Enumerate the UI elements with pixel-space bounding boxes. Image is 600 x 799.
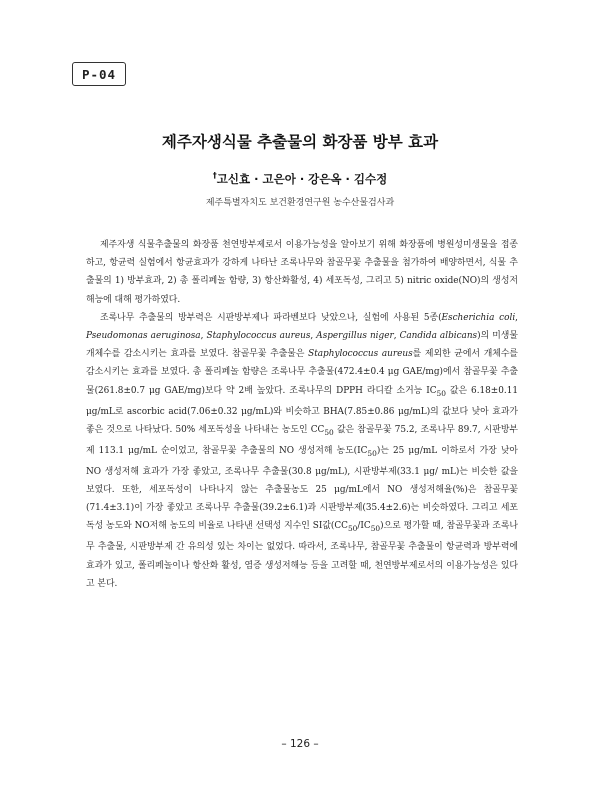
paper-title: 제주자생식물 추출물의 화장품 방부 효과	[161, 133, 439, 151]
poster-code: P-04	[81, 66, 117, 82]
author-line	[0, 171, 600, 187]
poster-code-box	[72, 62, 126, 86]
abstract-body	[86, 236, 518, 593]
corresponding-mark: †	[212, 171, 217, 180]
affiliation: 제주특별자치도 보건환경연구원 농수산물검사과	[205, 198, 395, 208]
abstract-paragraph-1: 제주자생 식물추출물의 화장품 천연방부제로서 이용가능성을 알아보기 위해 화장품에 병원성미생물을 접종하고, 항균력 실험에서 항균효과가 강하게 나타난 조록나무와 참골무꽃 추출물을 첨가하여 배양하면서, 식물 추출물의 1) 방부효과, 2) 총 폴리페놀 함량, 3) 항산화활성, 4) 세포독성, 그리고 5) nitric oxide(NO)의 생성저해능에 대해 평가하였다.	[86, 240, 518, 305]
abstract-paragraph-2: 조록나무 추출물의 방부력은 시판방부제나 파라벤보다 낮았으나, 실험에 사용된 5종(Escherichia coli, Pseudomonas aeruginosa, Staphylococcus aureus, Aspergillus niger, Candida albicans)의 미생물 개체수를 감소시키는 효과를 보였다. 참골무꽃 추출물은 Staphylococcus aureus를 제외한 균에서 개체수를 감소시키는 효과를 보였다. 총 폴리페놀 함량은 조록나무 추출물(472.4±0.4 μg GAE/mg)에서 참골무꽃 추출물(261.8±0.7 μg GAE/mg)보다 약 2배 높았다. 조록나무의 DPPH 라디칼 소거능 $IC_{50}$ 값은 6.18±0.11 μg/mL로 ascorbic acid(7.06±0.32 μg/mL)와 비슷하고 BHA(7.85±0.86 μg/mL)의 값보다 낮아 효과가 좋은 것으로 나타났다. 50% 세포독성을 나타내는 농도인 $CC_{50}$ 값은 참골무꽃 75.2, 조록나무 89.7, 시판방부제 113.1 μg/mL 순이었고, 참골무꽃 추출물의 NO 생성저해 농도$(IC_{50})$는 25 μg/mL 이하로서 가장 낮아 NO 생성저해 효과가 가장 좋았고, 조록나무 추출물(30.8 μg/mL), 시판방부제(33.1 μg/ mL)는 비슷한 값을 보였다. 또한, 세포독성이 나타나지 않는 추출물농도 25 μg/mL에서 NO 생성저해율(%)은 참골무꽃(71.4±3.1)이 가장 좋았고 조록나무 추출물(39.2±6.1)과 시판방부제(35.4±2.6)는 비슷하였다. 그리고 세포독성 농도와 NO저해 농도의 비율로 나타낸 선택성 지수인 SI값$(CC_{50}/IC_{50})$으로 평가할 때, 참골무꽃과 조록나무 추출물, 시판방부제 간 유의성 있는 차이는 없었다. 따라서, 조록나무, 참골무꽃 추출물이 항균력과 방부력에 효과가 있고, 폴리페놀이나 항산화 활성, 염증 생성저해능 등을 고려할 때, 천연방부제로서의 이용가능성은 있다고 본다.	[86, 312, 519, 589]
author-names: 고신효 · 고은아 · 강은옥 · 김수정	[216, 172, 388, 186]
page-number: – 126 –	[281, 738, 319, 750]
